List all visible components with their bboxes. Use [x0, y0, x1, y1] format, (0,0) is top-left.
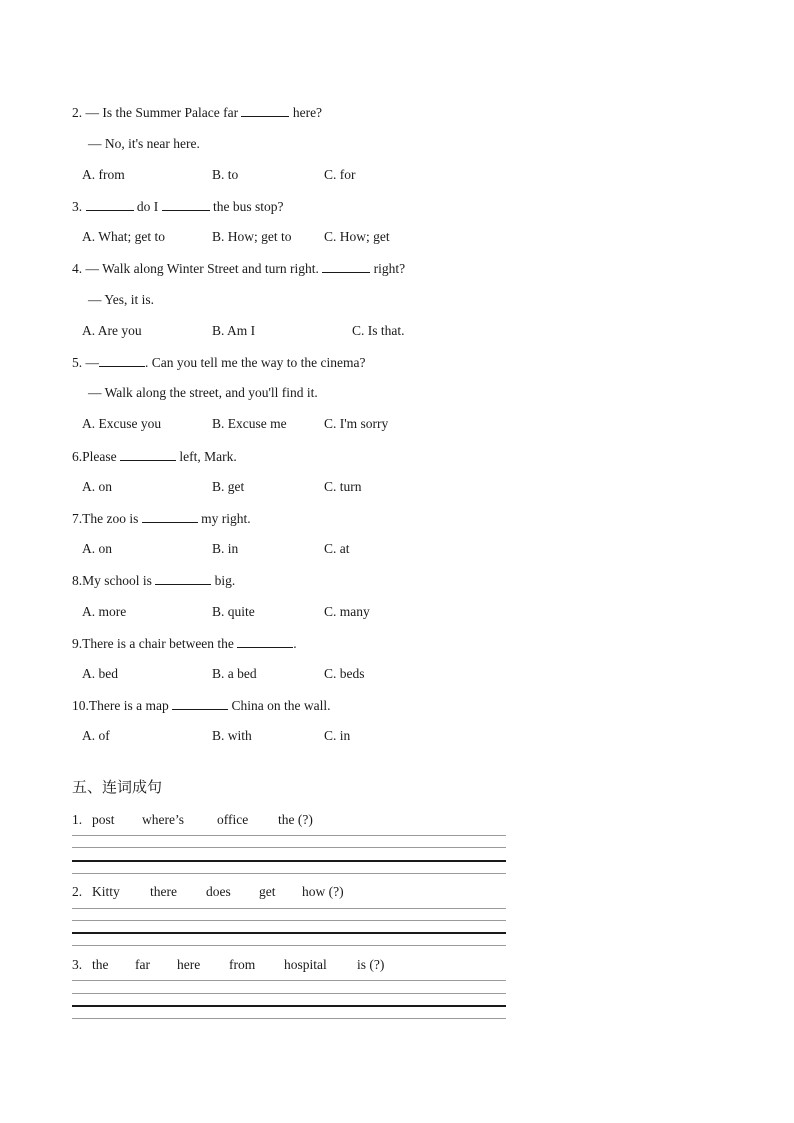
option-a[interactable]: A. of: [82, 728, 110, 743]
option-c[interactable]: C. in: [324, 728, 351, 743]
writing-line[interactable]: [72, 993, 506, 994]
option-a[interactable]: A. What; get to: [82, 229, 165, 244]
question-text: 3.: [72, 199, 86, 214]
question-10: [72, 696, 330, 715]
writing-line[interactable]: [72, 873, 506, 874]
word-token: office: [217, 812, 249, 827]
writing-line[interactable]: [72, 1018, 506, 1019]
option-c[interactable]: C. at: [324, 541, 350, 556]
option-c[interactable]: C. Is that.: [352, 323, 405, 338]
answer-blank[interactable]: [142, 509, 198, 523]
section-title: 五、连词成句: [72, 778, 163, 796]
answer-blank[interactable]: [120, 447, 176, 461]
option-b[interactable]: B. Am I: [212, 323, 256, 338]
item-number: 1.: [72, 812, 83, 827]
option-b[interactable]: B. to: [212, 167, 239, 182]
question-text: 9.There is a chair between the: [72, 636, 238, 651]
question-text: my right.: [197, 511, 251, 526]
word-token: hospital: [284, 957, 327, 972]
word-token: how (?): [302, 884, 344, 899]
writing-baseline[interactable]: [72, 860, 506, 862]
question-text: 10.There is a map: [72, 698, 173, 713]
word-token: get: [259, 884, 276, 899]
question-6: [72, 447, 237, 466]
question-3: [72, 197, 284, 216]
option-a[interactable]: A. Excuse you: [82, 416, 162, 431]
answer-blank[interactable]: [322, 259, 370, 273]
option-a[interactable]: A. from: [82, 167, 125, 182]
word-token: the: [92, 957, 109, 972]
question-8: [72, 571, 235, 590]
option-b[interactable]: B. in: [212, 541, 239, 556]
question-text: 6.Please: [72, 449, 120, 464]
option-a[interactable]: A. Are you: [82, 323, 142, 338]
writing-line[interactable]: [72, 835, 506, 836]
question-text: China on the wall.: [228, 698, 331, 713]
dialogue-reply: — Yes, it is.: [88, 292, 155, 307]
option-c[interactable]: C. How; get: [324, 229, 390, 244]
writing-line[interactable]: [72, 945, 506, 946]
option-a[interactable]: A. on: [82, 541, 112, 556]
question-7: [72, 509, 251, 528]
question-text: 5. —: [72, 355, 99, 370]
option-b[interactable]: B. Excuse me: [212, 416, 287, 431]
answer-blank[interactable]: [241, 103, 289, 117]
answer-blank[interactable]: [172, 696, 228, 710]
question-text: 7.The zoo is: [72, 511, 142, 526]
question-text: here?: [289, 105, 323, 120]
option-b[interactable]: B. How; get to: [212, 229, 292, 244]
question-2: [72, 103, 322, 122]
option-c[interactable]: C. I'm sorry: [324, 416, 389, 431]
question-text: big.: [211, 573, 236, 588]
option-b[interactable]: B. get: [212, 479, 245, 494]
option-b[interactable]: B. a bed: [212, 666, 257, 681]
word-token: far: [135, 957, 150, 972]
word-token: does: [206, 884, 231, 899]
word-order-item-3: [72, 956, 385, 1100]
word-token: there: [150, 884, 177, 899]
question-4: [72, 259, 405, 278]
word-token: post: [92, 812, 115, 827]
writing-baseline[interactable]: [72, 932, 506, 934]
answer-blank[interactable]: [162, 197, 210, 211]
dialogue-reply: — No, it's near here.: [88, 136, 200, 151]
question-text: . Can you tell me the way to the cinema?: [145, 355, 366, 370]
option-c[interactable]: C. turn: [324, 479, 362, 494]
question-text: 8.My school is: [72, 573, 156, 588]
word-token: from: [229, 957, 256, 972]
dialogue-reply: — Walk along the street, and you'll find it.: [88, 385, 318, 400]
word-token: Kitty: [92, 884, 120, 899]
writing-line[interactable]: [72, 847, 506, 848]
question-9: [72, 634, 297, 653]
item-number: 3.: [72, 957, 83, 972]
question-text: .: [293, 636, 297, 651]
writing-line[interactable]: [72, 920, 506, 921]
option-a[interactable]: A. more: [82, 604, 127, 619]
answer-blank[interactable]: [99, 353, 145, 367]
writing-line[interactable]: [72, 980, 506, 981]
question-text: right?: [370, 261, 406, 276]
question-text: the bus stop?: [209, 199, 284, 214]
question-text: 2. — Is the Summer Palace far: [72, 105, 242, 120]
writing-baseline[interactable]: [72, 1005, 506, 1007]
answer-blank[interactable]: [237, 634, 293, 648]
option-a[interactable]: A. bed: [82, 666, 118, 681]
option-a[interactable]: A. on: [82, 479, 112, 494]
word-token: here: [177, 957, 201, 972]
question-text: do I: [133, 199, 162, 214]
option-c[interactable]: C. for: [324, 167, 356, 182]
writing-line[interactable]: [72, 908, 506, 909]
option-b[interactable]: B. quite: [212, 604, 255, 619]
answer-blank[interactable]: [155, 571, 211, 585]
question-5: [72, 353, 365, 372]
word-token: the (?): [278, 812, 313, 827]
item-number: 2.: [72, 884, 83, 899]
question-text: left, Mark.: [176, 449, 237, 464]
word-token: where’s: [142, 812, 184, 827]
word-token: is (?): [357, 957, 385, 972]
option-b[interactable]: B. with: [212, 728, 252, 743]
option-c[interactable]: C. many: [324, 604, 370, 619]
option-c[interactable]: C. beds: [324, 666, 365, 681]
question-text: 4. — Walk along Winter Street and turn right.: [72, 261, 323, 276]
answer-blank[interactable]: [86, 197, 134, 211]
